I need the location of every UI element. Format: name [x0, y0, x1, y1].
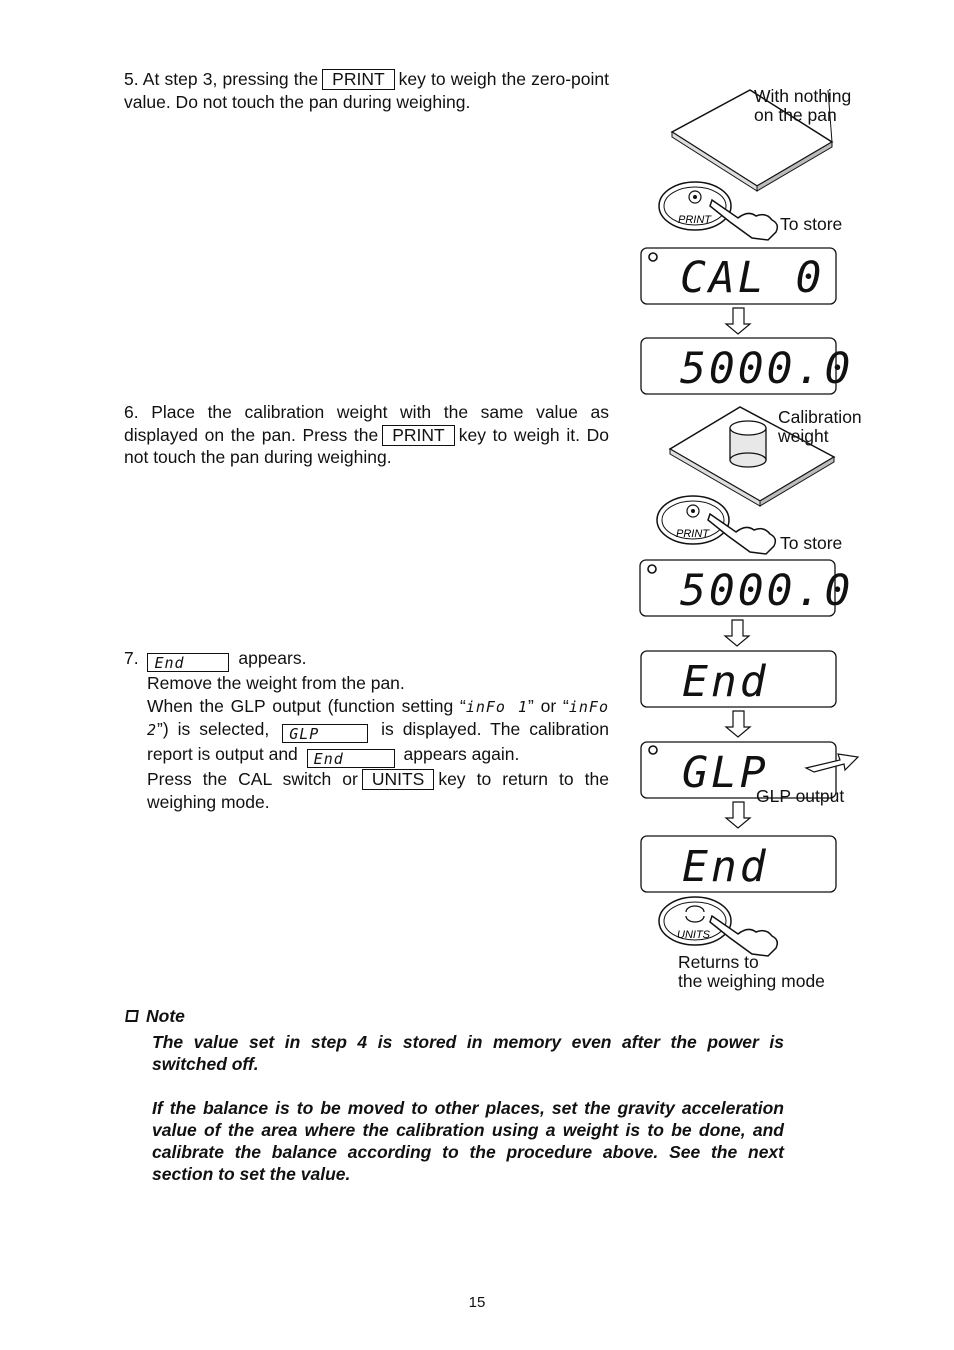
display-glp-text: GLP: [682, 748, 769, 798]
down-arrow-icon: [725, 620, 749, 646]
note-paragraph-2: If the balance is to be moved to other places, set the gravity acceleration value of the area where the calibration using a weight is to be done, and calibrate the balance according to the procedure above. See the next section to set the value.: [152, 1098, 784, 1184]
end-display-box: End: [147, 653, 229, 672]
print-key-label: PRINT: [322, 69, 395, 90]
print-key-label: PRINT: [382, 425, 455, 446]
step-7: [124, 647, 609, 813]
display-cal-0: [641, 248, 836, 304]
display-5000-text: 5000.0: [680, 344, 854, 394]
label-nothing-1: With nothing: [754, 86, 852, 106]
print-key-text: PRINT: [676, 528, 709, 540]
label-return-2: the weighing mode: [678, 971, 825, 991]
step-6-text-b: key to weigh it. Do not touch the pan during weighing.: [124, 424, 609, 467]
label-glp-output: GLP output: [756, 786, 845, 806]
step-7-glp-e: appears again.: [403, 744, 520, 764]
step-7-press-b: key to return to the weighing mode.: [147, 769, 609, 812]
step-5-text-b: key to weigh the zero-point value. Do not touch the pan during weighing.: [124, 69, 609, 112]
label-weight-1: Calibration: [778, 407, 862, 427]
label-return-1: Returns to: [678, 952, 759, 972]
end-display-box: End: [307, 749, 395, 768]
step-7-appears: appears.: [238, 648, 307, 668]
display-5000-text: 5000.0: [680, 566, 854, 616]
display-end-a: [641, 651, 836, 707]
display-5000-b: [640, 560, 853, 616]
label-store-1: To store: [780, 214, 843, 234]
step-7-glp-a: When the GLP output (function setting “: [147, 695, 466, 716]
page-number: 15: [468, 1294, 486, 1311]
step-5: [124, 68, 609, 113]
label-store-2: To store: [780, 533, 843, 553]
display-cal-text: CAL 0: [680, 253, 825, 303]
step-7-remove: Remove the weight from the pan.: [147, 673, 405, 693]
step-7-glp-b: ” or “: [528, 695, 569, 716]
step-7-number: 7.: [124, 648, 139, 668]
label-weight-2: weight: [778, 426, 829, 446]
step-7-glp-d: is displayed. The calibration report is output and: [147, 719, 609, 764]
note-paragraph-1: The value set in step 4 is stored in memory even after the power is switched off.: [152, 1032, 784, 1074]
note-checkbox-icon: [125, 1010, 139, 1022]
label-nothing-2: on the pan: [754, 105, 837, 125]
units-key-text: UNITS: [677, 929, 710, 941]
display-end-text: End: [682, 657, 769, 707]
step-6: [124, 401, 609, 469]
note-heading: Note: [146, 1006, 185, 1026]
note-section: [126, 1005, 784, 1185]
units-key-label: UNITS: [362, 769, 435, 790]
info1-display: inFo 1: [465, 697, 528, 716]
step-7-press-a: Press the CAL switch or: [147, 769, 358, 789]
step-6-text-a: 6. Place the calibration weight with the same value as displayed on the pan. Press the: [124, 402, 609, 445]
calibration-figure: [620, 60, 880, 1000]
glp-display-box: GLP: [282, 724, 368, 743]
down-arrow-icon: [726, 308, 750, 334]
step-5-text-a: 5. At step 3, pressing the: [124, 69, 319, 89]
down-arrow-icon: [726, 802, 750, 828]
print-key-text: PRINT: [678, 214, 711, 226]
display-end-text: End: [682, 842, 769, 892]
step-7-glp-c: ”) is selected,: [157, 719, 270, 739]
display-5000-a: [641, 338, 853, 394]
info2-display: inFo 2: [147, 697, 609, 739]
display-end-b: [641, 836, 836, 892]
down-arrow-icon: [726, 711, 750, 737]
